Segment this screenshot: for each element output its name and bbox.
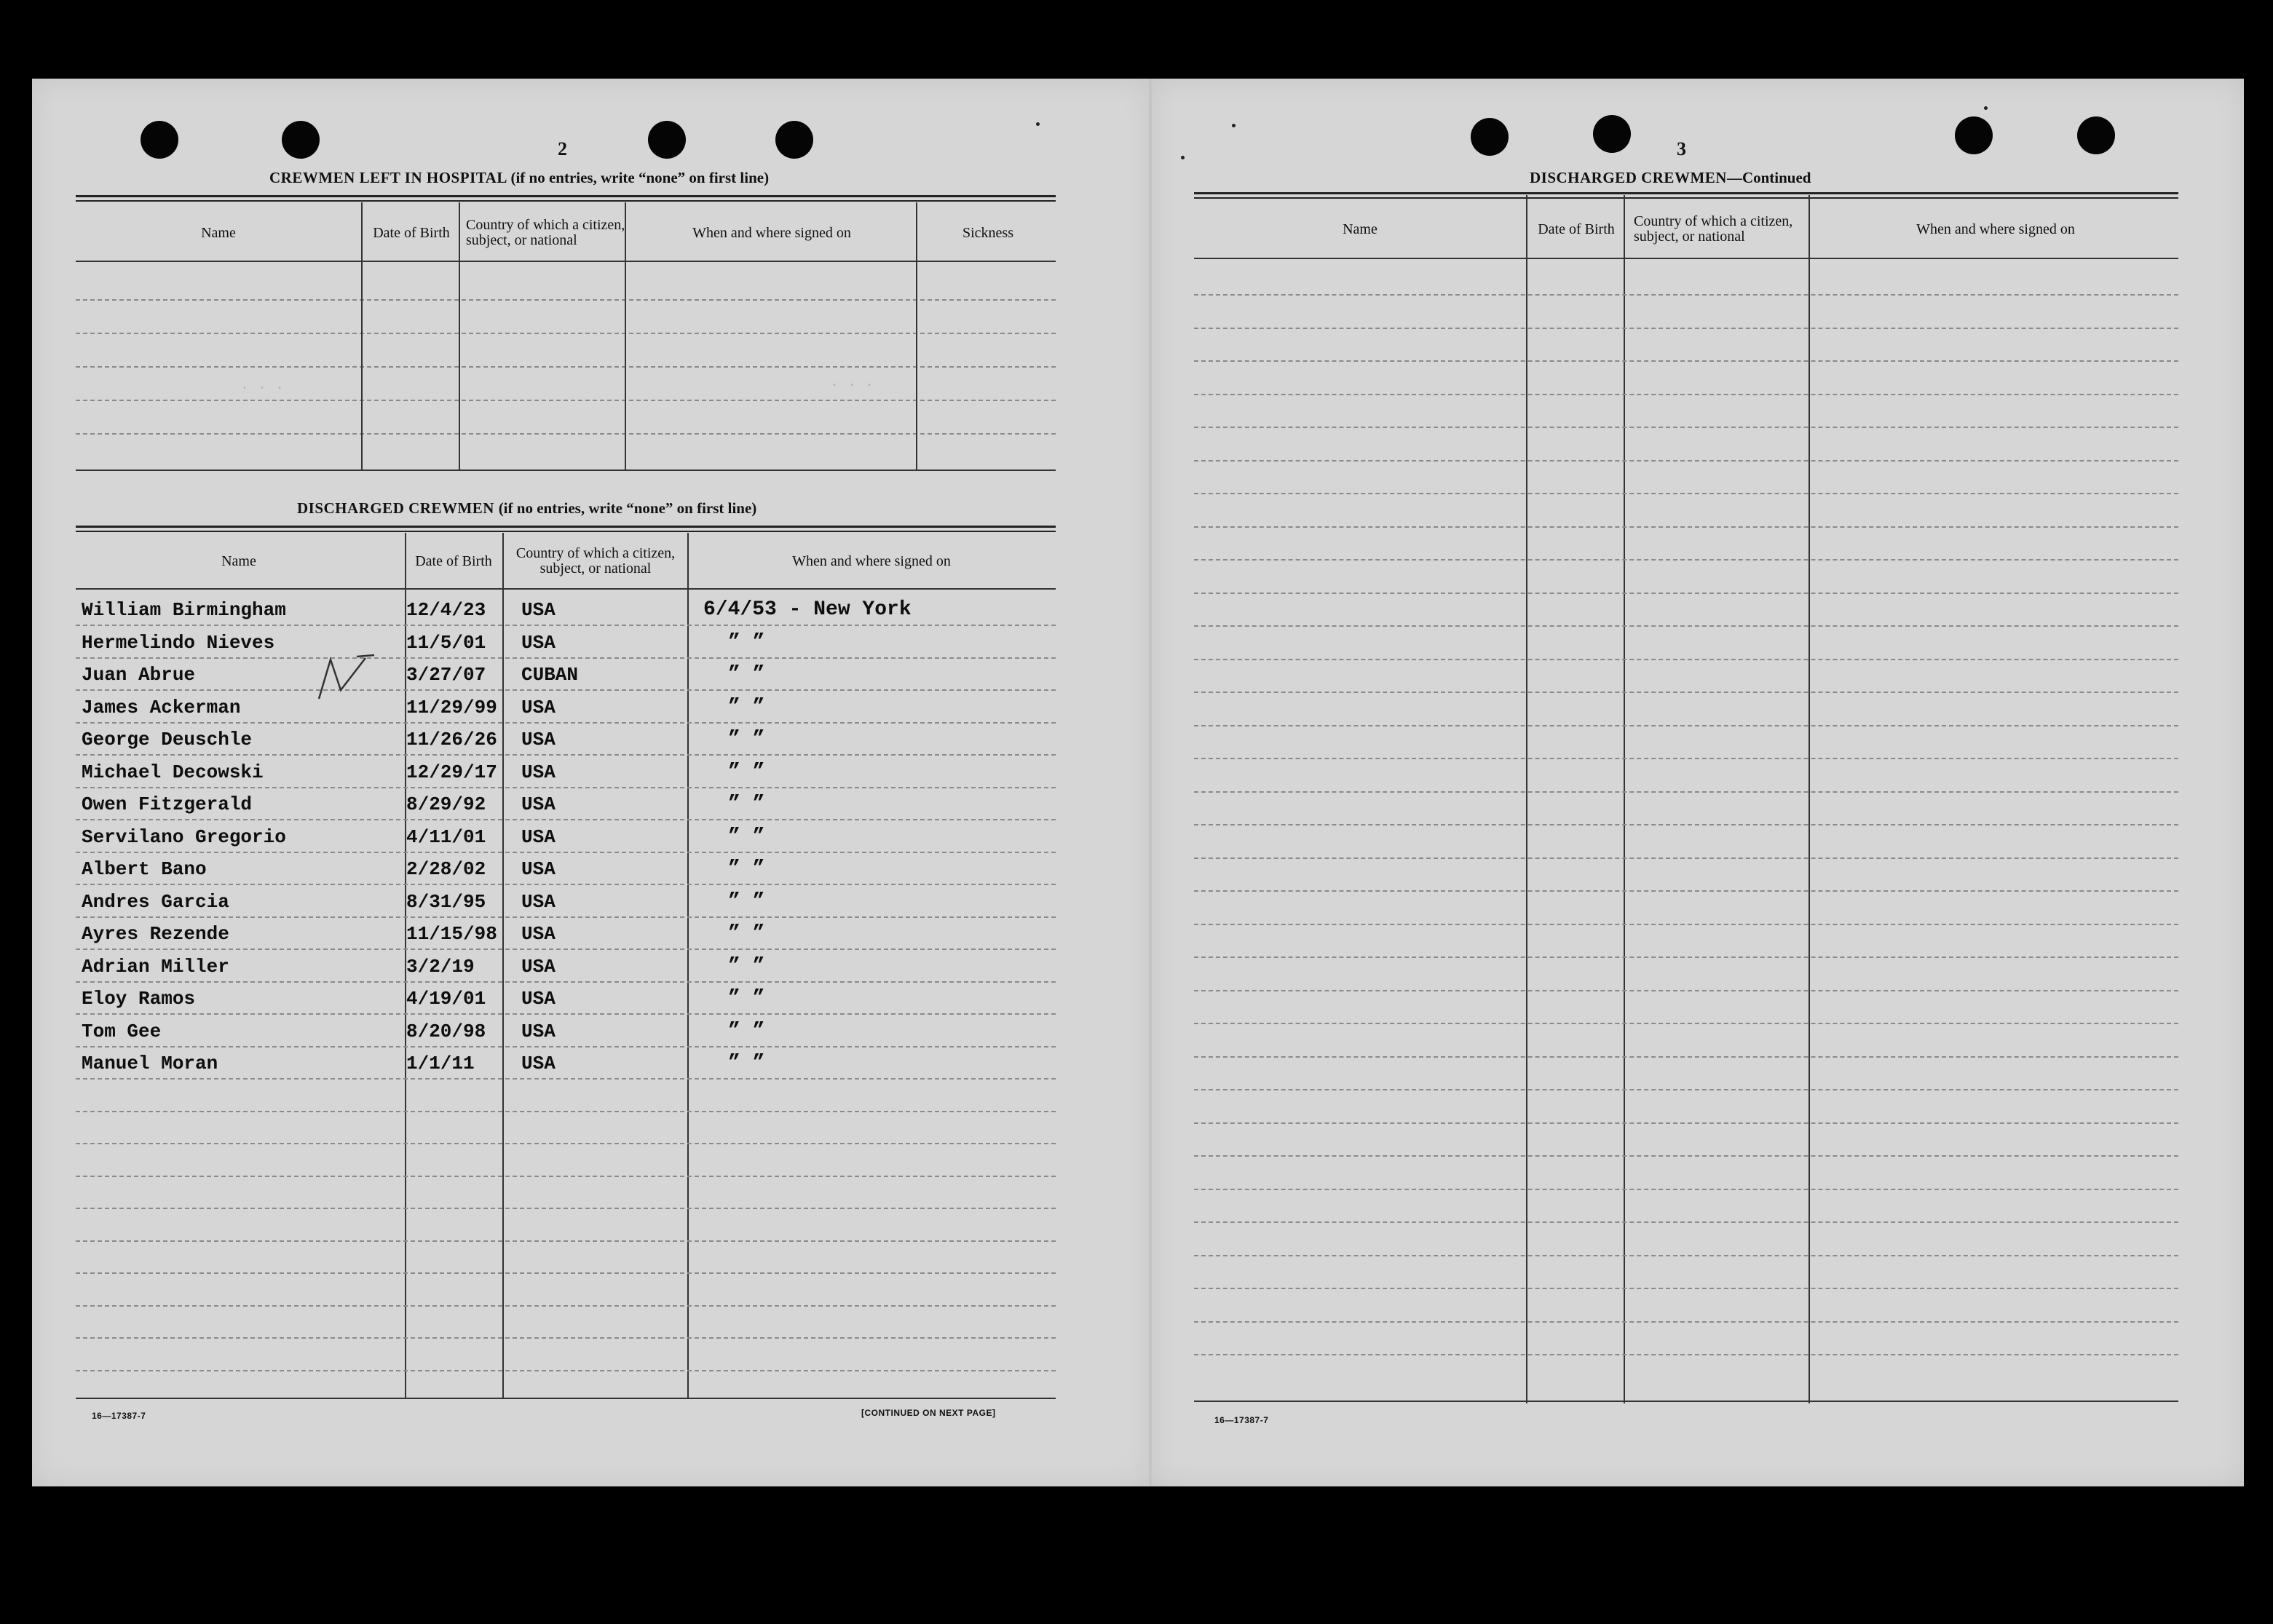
discharged-title-text: DISCHARGED CREWMEN	[297, 499, 494, 517]
hospital-title-note: (if no entries, write “none” on first line)	[510, 169, 770, 186]
hospital-header-country: Country of which a citizen, subject, or national	[466, 217, 625, 248]
right-row-line	[1194, 1122, 2178, 1124]
cell-country: USA	[521, 761, 556, 783]
cell-dob: 4/11/01	[406, 825, 486, 848]
discharged-row-line	[76, 981, 1056, 983]
discharged-header-country: Country of which a citizen, subject, or national	[515, 545, 676, 577]
cell-signed: ” ”	[728, 728, 765, 750]
cell-dob: 8/31/95	[406, 890, 486, 913]
page-number: 2	[558, 138, 567, 159]
cell-dob: 3/27/07	[406, 664, 486, 686]
discharged-row-line	[76, 657, 1056, 659]
right-header-bottom	[1194, 258, 2178, 259]
hospital-row-line	[76, 299, 1056, 301]
right-row-line	[1194, 857, 2178, 859]
ink-speck	[1984, 106, 1988, 110]
discharged-bottom-rule	[76, 1398, 1056, 1399]
cell-dob: 2/28/02	[406, 858, 486, 880]
hospital-col-sep	[459, 202, 460, 470]
right-bottom-rule	[1194, 1401, 2178, 1402]
right-row-line	[1194, 1321, 2178, 1323]
cell-signed: ” ”	[728, 922, 765, 945]
right-row-line	[1194, 460, 2178, 462]
right-row-line	[1194, 1189, 2178, 1190]
right-row-line	[1194, 526, 2178, 528]
cell-dob: 4/19/01	[406, 988, 486, 1010]
cell-name: Albert Bano	[82, 858, 207, 880]
right-row-line	[1194, 625, 2178, 627]
ink-speck	[1036, 122, 1040, 126]
discharged-row-line	[76, 1370, 1056, 1371]
right-page	[1150, 79, 2244, 1486]
cell-dob: 8/29/92	[406, 793, 486, 815]
right-row-line	[1194, 294, 2178, 296]
hospital-row-line	[76, 333, 1056, 334]
form-number: 16—17387-7	[1214, 1415, 1269, 1425]
cell-signed: ” ”	[728, 857, 765, 880]
right-row-line	[1194, 659, 2178, 660]
right-header-dob: Date of Birth	[1538, 221, 1615, 237]
cell-country: USA	[521, 955, 556, 978]
cell-dob: 12/29/17	[406, 761, 497, 783]
hospital-col-sep	[361, 202, 363, 470]
cell-dob: 3/2/19	[406, 955, 475, 978]
cell-country: USA	[521, 825, 556, 848]
cell-name: James Ackerman	[82, 696, 241, 718]
right-row-line	[1194, 328, 2178, 329]
cell-name: Michael Decowski	[82, 761, 264, 783]
cell-country: USA	[521, 729, 556, 750]
hospital-top-rule	[76, 195, 1056, 197]
cell-name: William Birmingham	[82, 599, 286, 621]
hospital-header-dob: Date of Birth	[373, 224, 450, 241]
discharged-row-line	[76, 1337, 1056, 1339]
discharged-row-line	[76, 948, 1056, 950]
right-title-suffix: —Continued	[1726, 169, 1811, 186]
hospital-bottom-rule	[76, 470, 1056, 471]
ink-speck	[1181, 156, 1185, 159]
cell-country: CUBAN	[521, 664, 579, 686]
form-number: 16—17387-7	[92, 1411, 146, 1421]
cell-signed: ” ”	[728, 954, 765, 978]
discharged-row-line	[76, 1046, 1056, 1047]
cell-name: Eloy Ramos	[82, 988, 196, 1010]
cell-country: USA	[521, 858, 556, 880]
discharged-row-line	[76, 1240, 1056, 1242]
right-row-line	[1194, 493, 2178, 494]
punch-hole	[282, 121, 320, 159]
hospital-row-line	[76, 366, 1056, 368]
handwritten-check-mark	[315, 652, 380, 703]
discharged-row-line	[76, 1143, 1056, 1144]
discharged-row-line	[76, 787, 1056, 788]
punch-hole	[1471, 118, 1509, 156]
hospital-col-sep	[625, 202, 626, 470]
discharged-row-line	[76, 625, 1056, 626]
cell-country: USA	[521, 923, 556, 945]
right-row-line	[1194, 394, 2178, 395]
cell-signed: ” ”	[728, 1052, 765, 1074]
punch-hole	[648, 121, 686, 159]
ink-speck	[1232, 124, 1236, 127]
right-header-name: Name	[1343, 221, 1377, 237]
right-row-line	[1194, 692, 2178, 693]
cell-name: George Deuschle	[82, 729, 253, 750]
cell-signed: ” ”	[728, 793, 765, 815]
cell-name: Manuel Moran	[82, 1053, 218, 1074]
right-row-line	[1194, 791, 2178, 793]
hospital-title-text: CREWMEN LEFT IN HOSPITAL	[269, 169, 507, 186]
discharged-row-line	[76, 1272, 1056, 1274]
cell-country: USA	[521, 890, 556, 913]
continued-note: [CONTINUED ON NEXT PAGE]	[861, 1408, 996, 1418]
cell-name: Ayres Rezende	[82, 923, 229, 945]
discharged-row-line	[76, 819, 1056, 820]
hospital-row-line	[76, 400, 1056, 401]
hospital-col-sep	[916, 202, 917, 470]
cell-name: Owen Fitzgerald	[82, 793, 253, 815]
discharged-row-line	[76, 1176, 1056, 1177]
right-row-line	[1194, 824, 2178, 825]
cell-signed: ” ”	[728, 987, 765, 1010]
hospital-header-name: Name	[201, 224, 236, 241]
discharged-section-title	[297, 499, 756, 518]
right-row-line	[1194, 360, 2178, 362]
page-number: 3	[1677, 138, 1686, 159]
punch-hole	[1593, 115, 1631, 153]
discharged-row-line	[76, 689, 1056, 691]
cell-dob: 12/4/23	[406, 599, 486, 621]
hospital-section-title	[269, 169, 769, 187]
cell-signed: 6/4/53 - New York	[703, 598, 912, 621]
right-row-line	[1194, 1023, 2178, 1024]
discharged-row-line	[76, 1305, 1056, 1307]
cell-name: Hermelindo Nieves	[82, 631, 275, 654]
cell-dob: 11/5/01	[406, 631, 486, 654]
cell-name: Tom Gee	[82, 1020, 162, 1042]
cell-dob: 1/1/11	[406, 1053, 475, 1074]
right-header-signed: When and where signed on	[1916, 221, 2075, 237]
discharged-row-line	[76, 884, 1056, 885]
right-row-line	[1194, 593, 2178, 594]
hospital-header-signed: When and where signed on	[692, 224, 851, 241]
cell-country: USA	[521, 599, 556, 621]
discharged-col-sep	[502, 533, 504, 1398]
cell-signed: ” ”	[728, 825, 765, 848]
discharged-header-signed: When and where signed on	[792, 552, 951, 569]
right-row-line	[1194, 1354, 2178, 1355]
cell-signed: ” ”	[728, 760, 765, 783]
hospital-row-line	[76, 433, 1056, 435]
cell-signed: ” ”	[728, 1019, 765, 1042]
cell-dob: 11/15/98	[406, 923, 497, 945]
discharged-row-line	[76, 722, 1056, 724]
hospital-top-rule	[76, 200, 1056, 202]
discharged-col-sep	[687, 533, 689, 1398]
right-row-line	[1194, 890, 2178, 892]
cell-signed: ” ”	[728, 890, 765, 913]
cell-signed: ” ”	[728, 663, 765, 686]
discharged-top-rule	[76, 531, 1056, 532]
hospital-header-bottom	[76, 261, 1056, 262]
right-row-line	[1194, 924, 2178, 925]
cell-name: Juan Abrue	[82, 664, 196, 686]
punch-hole	[141, 121, 178, 159]
right-row-line	[1194, 1155, 2178, 1157]
discharged-row-line	[76, 1078, 1056, 1080]
discharged-top-rule	[76, 526, 1056, 528]
punch-hole	[1955, 116, 1993, 154]
cell-signed: ” ”	[728, 695, 765, 718]
punch-hole	[2077, 116, 2115, 154]
right-section-title	[1530, 169, 1811, 187]
cell-name: Adrian Miller	[82, 955, 229, 978]
discharged-header-dob: Date of Birth	[415, 552, 492, 569]
cell-country: USA	[521, 1020, 556, 1042]
cell-name: Servilano Gregorio	[82, 825, 286, 848]
cell-dob: 11/26/26	[406, 729, 497, 750]
cell-dob: 11/29/99	[406, 696, 497, 718]
right-row-line	[1194, 990, 2178, 991]
right-row-line	[1194, 1255, 2178, 1256]
cell-name: Andres Garcia	[82, 890, 229, 913]
right-row-line	[1194, 725, 2178, 726]
page-gutter	[1149, 79, 1152, 1486]
cell-country: USA	[521, 793, 556, 815]
discharged-row-line	[76, 916, 1056, 918]
right-row-line	[1194, 1221, 2178, 1223]
right-row-line	[1194, 1056, 2178, 1058]
right-header-country: Country of which a citizen, subject, or national	[1634, 213, 1793, 245]
cell-country: USA	[521, 988, 556, 1010]
cell-signed: ” ”	[728, 630, 765, 654]
right-row-line	[1194, 427, 2178, 428]
right-row-line	[1194, 956, 2178, 958]
bleed-through-mark: · · ·	[830, 377, 874, 394]
cell-country: USA	[521, 631, 556, 654]
cell-country: USA	[521, 696, 556, 718]
right-row-line	[1194, 1089, 2178, 1090]
cell-dob: 8/20/98	[406, 1020, 486, 1042]
discharged-title-note: (if no entries, write “none” on first line)	[498, 499, 757, 517]
discharged-header-name: Name	[221, 552, 256, 569]
punch-hole	[775, 121, 813, 159]
right-row-line	[1194, 758, 2178, 759]
cell-country: USA	[521, 1053, 556, 1074]
hospital-header-sickness: Sickness	[962, 224, 1013, 241]
discharged-row-line	[76, 852, 1056, 853]
discharged-row-line	[76, 754, 1056, 756]
right-title-text: DISCHARGED CREWMEN	[1530, 169, 1727, 186]
discharged-row-line	[76, 1111, 1056, 1112]
right-row-line	[1194, 1288, 2178, 1289]
right-top-rule	[1194, 197, 2178, 199]
discharged-header-bottom	[76, 588, 1056, 590]
bleed-through-mark: · · ·	[240, 380, 285, 397]
discharged-row-line	[76, 1208, 1056, 1209]
right-top-rule	[1194, 192, 2178, 194]
right-row-line	[1194, 559, 2178, 561]
discharged-row-line	[76, 1013, 1056, 1015]
